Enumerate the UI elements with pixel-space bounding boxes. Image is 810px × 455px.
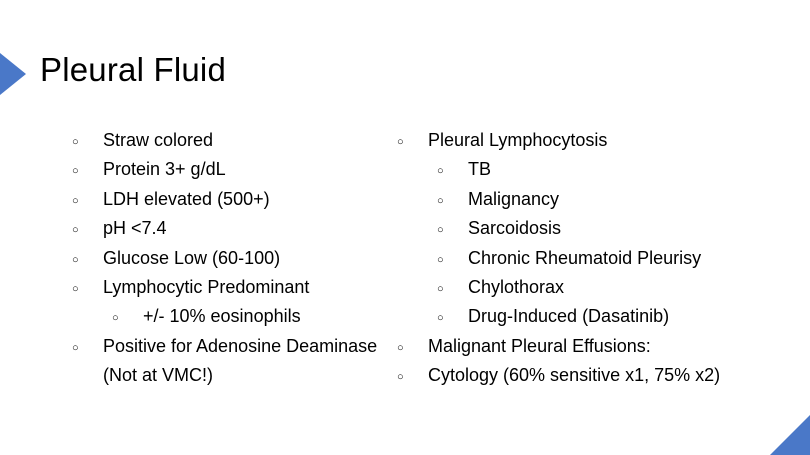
bullet-text: Glucose Low (60-100) [103, 247, 281, 268]
bullet-text: Protein 3+ g/dL [103, 159, 226, 180]
left-triangle-accent [0, 53, 26, 95]
bullet-circle-icon: ○ [72, 165, 79, 178]
bullet-text: Sarcoidosis [468, 218, 562, 239]
bullet-text: +/- 10% eosinophils [143, 306, 301, 327]
bullet-text: Straw colored [103, 130, 214, 150]
bullet-circle-icon: ○ [437, 165, 444, 178]
sub-bullet-item-drug-induced [435, 302, 795, 331]
bullet-text: TB [468, 159, 492, 180]
slide-title: Pleural Fluid [40, 51, 227, 88]
bullet-text: Malignant Pleural Effusions: [428, 335, 651, 356]
bullet-circle-icon: ○ [72, 224, 79, 237]
bullet-item-lymphocytic [70, 273, 380, 302]
bullet-text: Lymphocytic Predominant [103, 277, 310, 298]
bullet-item-ph [70, 214, 380, 243]
bullet-text: Drug-Induced (Dasatinib) [468, 306, 670, 327]
bullet-item-protein [70, 155, 380, 184]
bullet-circle-icon: ○ [437, 312, 444, 325]
bullet-circle-icon: ○ [397, 136, 404, 148]
bullet-item-adenosine-deaminase [70, 332, 380, 391]
bullet-circle-icon: ○ [72, 341, 79, 354]
bullet-text: Malignancy [468, 188, 560, 209]
left-bullet-column [70, 126, 380, 391]
sub-bullet-item-chronic-rheumatoid-pleurisy [435, 244, 795, 273]
bullet-item-malignant-pleural-effusions [395, 332, 795, 361]
bullet-text: Pleural Lymphocytosis [428, 130, 608, 150]
sub-bullet-item-sarcoidosis [435, 214, 795, 243]
bullet-circle-icon: ○ [112, 312, 119, 325]
bullet-item-cytology [395, 361, 795, 390]
sub-bullet-item-tb [435, 155, 795, 184]
bullet-circle-icon: ○ [437, 253, 444, 266]
bullet-text: pH <7.4 [103, 218, 167, 239]
right-bullet-column [395, 126, 795, 391]
bullet-text: Positive for Adenosine Deaminase (Not at VMC!) [103, 335, 378, 386]
bullet-circle-icon: ○ [72, 283, 79, 296]
sub-bullet-item-eosinophils [110, 302, 380, 331]
bullet-item-ldh [70, 185, 380, 214]
sub-bullet-item-chylothorax [435, 273, 795, 302]
bullet-text: LDH elevated (500+) [103, 188, 270, 209]
bullet-circle-icon: ○ [397, 341, 404, 354]
bullet-item-glucose [70, 244, 380, 273]
sub-bullet-item-malignancy [435, 185, 795, 214]
bullet-item-pleural-lymphocytosis [395, 126, 795, 155]
bullet-circle-icon: ○ [437, 194, 444, 207]
bottom-right-corner-accent [770, 415, 810, 455]
bullet-text: Chylothorax [468, 277, 565, 298]
bullet-circle-icon: ○ [437, 283, 444, 296]
bullet-text: Cytology (60% sensitive x1, 75% x2) [428, 365, 721, 386]
bullet-item-straw-colored [70, 126, 380, 155]
bullet-circle-icon: ○ [437, 224, 444, 237]
bullet-circle-icon: ○ [72, 136, 79, 148]
bullet-circle-icon: ○ [72, 194, 79, 207]
bullet-circle-icon: ○ [72, 253, 79, 266]
bullet-circle-icon: ○ [397, 371, 404, 384]
bullet-text: Chronic Rheumatoid Pleurisy [468, 247, 702, 268]
